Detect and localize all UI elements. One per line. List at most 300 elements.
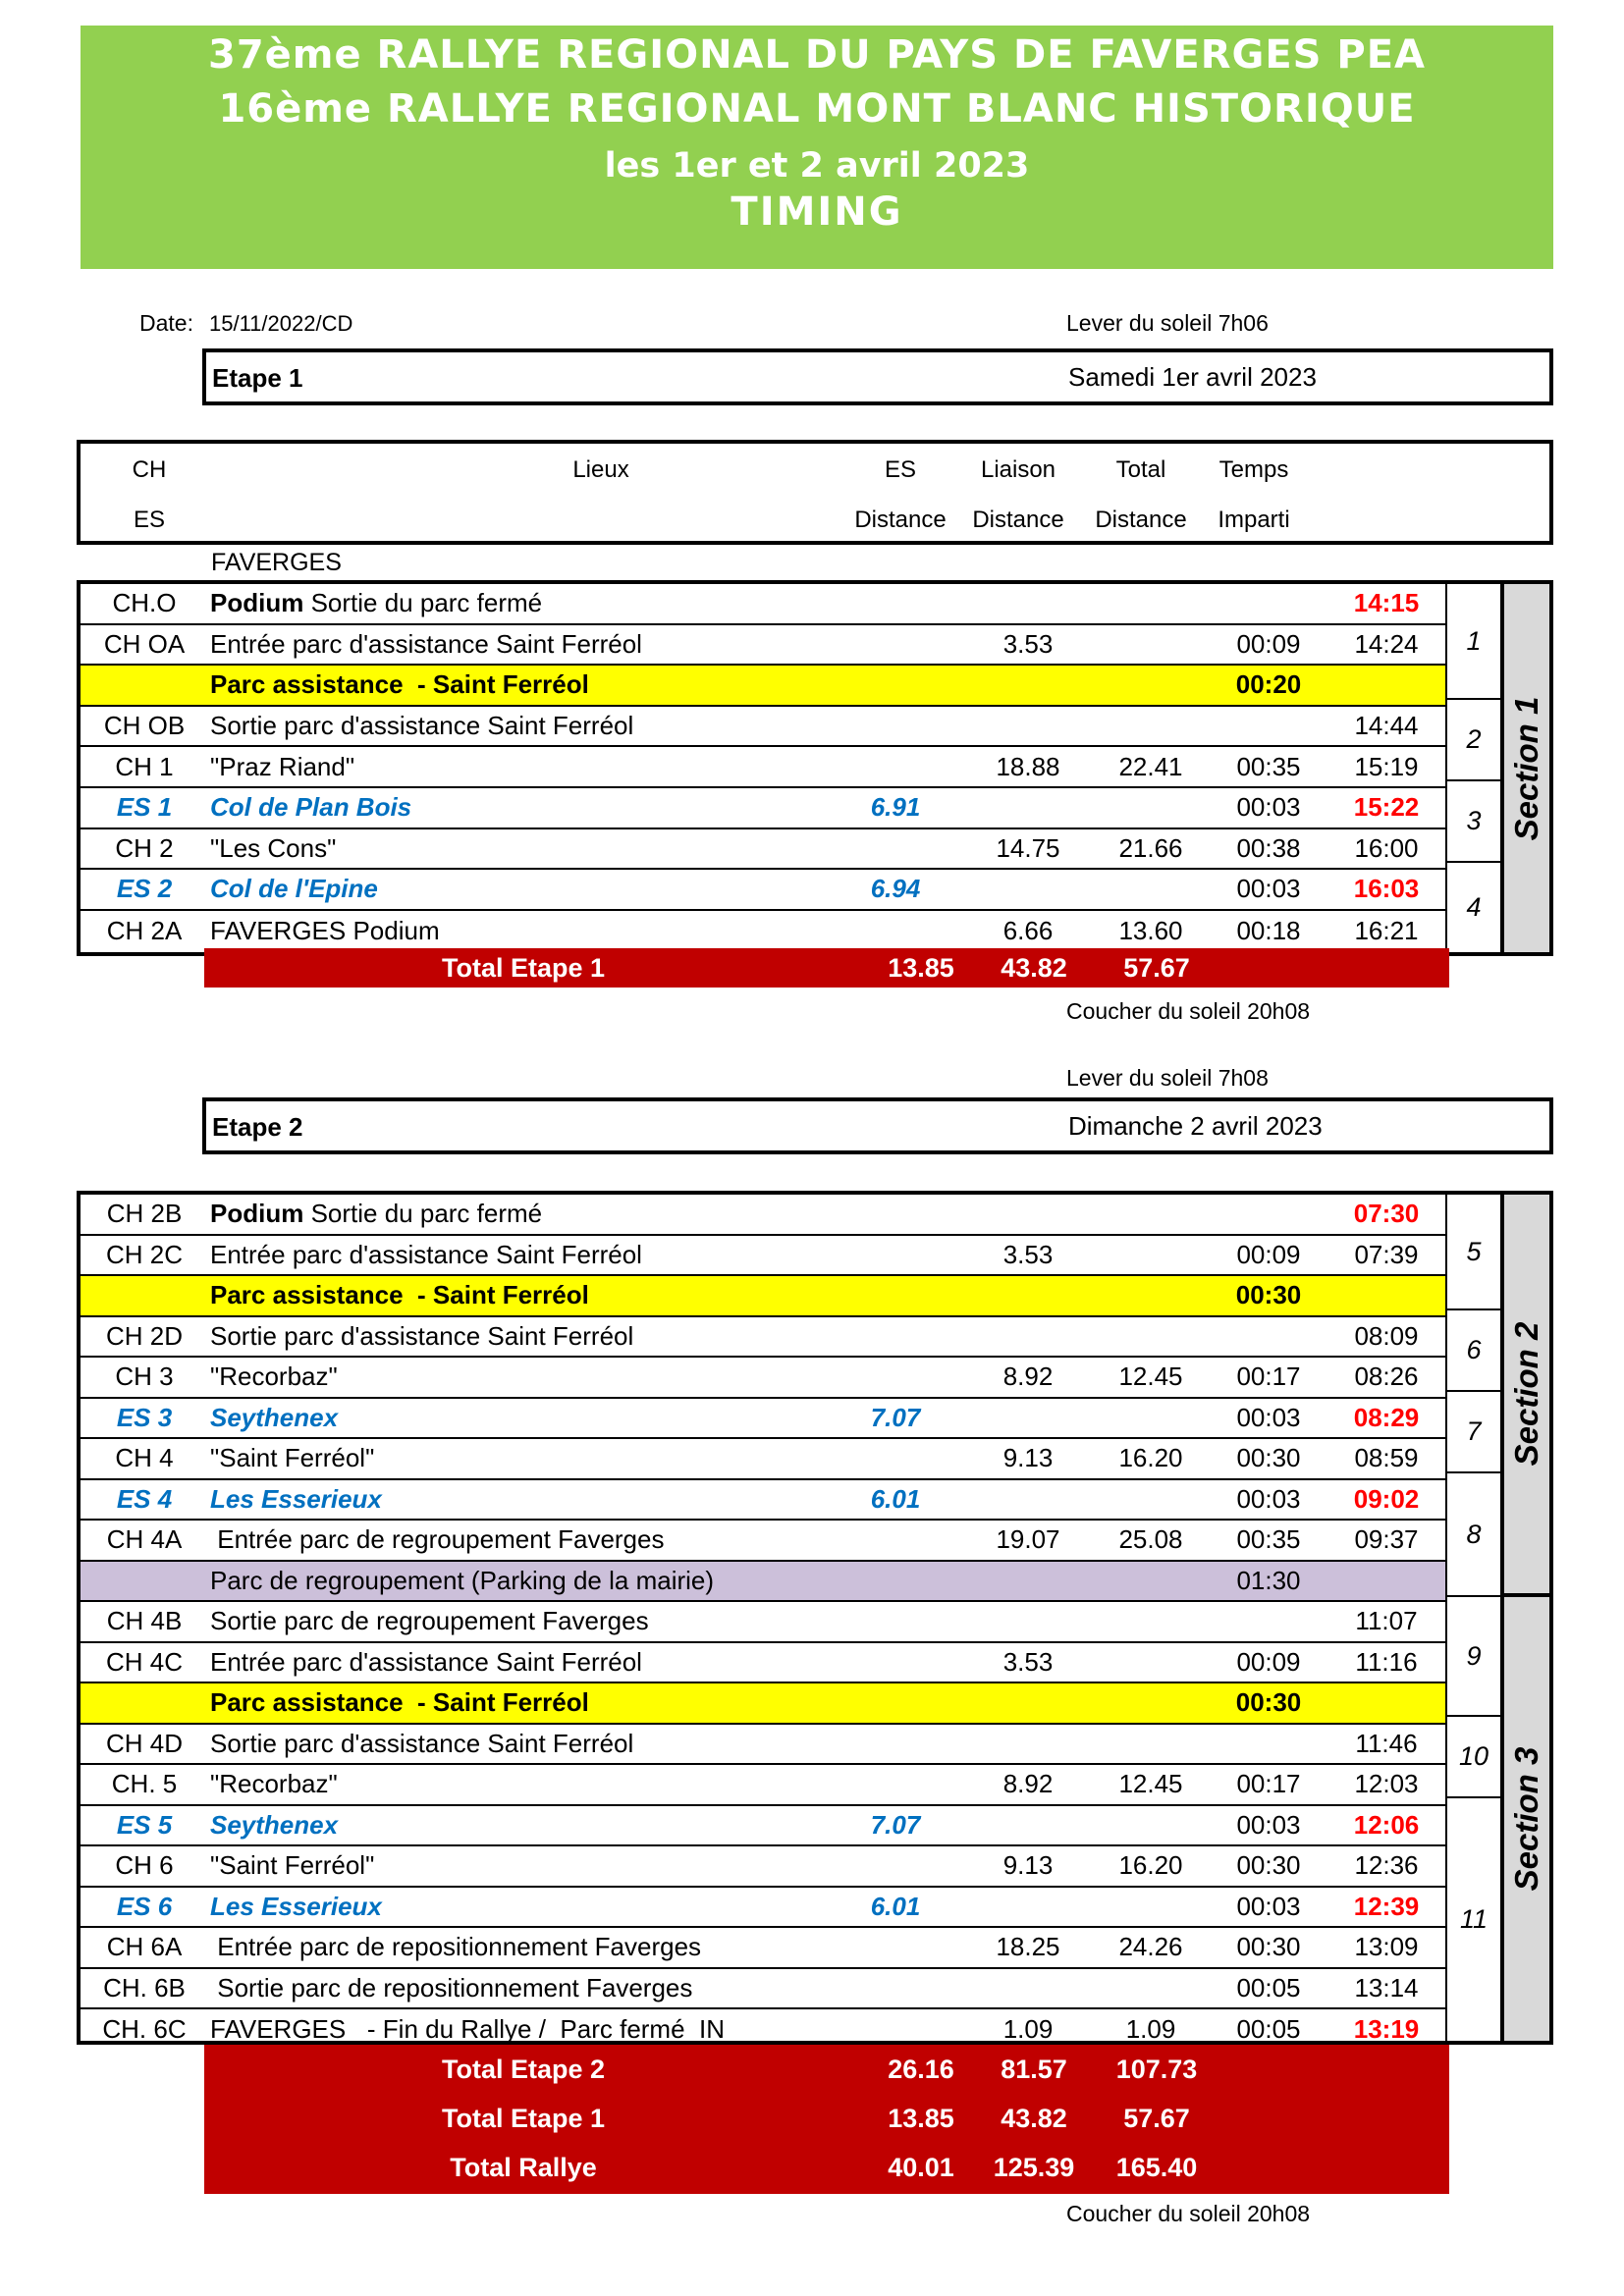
checkpoint-code: CH.O — [112, 588, 177, 618]
section2-label: Section 2 — [1508, 1321, 1544, 1467]
table-row — [81, 1643, 1445, 1684]
section-num-11: 11 — [1445, 1798, 1500, 2041]
location-cell — [210, 1276, 589, 1315]
temps-imparti — [1205, 584, 1332, 623]
temps-imparti: 00:18 — [1236, 916, 1301, 946]
temps-imparti: 00:35 — [1236, 1524, 1301, 1555]
col-lieux: Lieux — [572, 456, 629, 483]
table-row — [81, 1683, 1445, 1725]
es-distance — [822, 1928, 969, 1967]
rally-title-2: 16ème RALLYE REGIONAL MONT BLANC HISTORIQUE — [218, 86, 1416, 132]
checkpoint-code — [81, 1562, 208, 1601]
scheduled-time: 16:03 — [1353, 874, 1420, 904]
temps-imparti: 00:17 — [1236, 1362, 1301, 1392]
section-num-4: 4 — [1445, 863, 1500, 952]
total-label: Total Etape 1 — [441, 2103, 606, 2133]
total-distance: 107.73 — [1115, 2054, 1198, 2084]
total-distance: 16.20 — [1118, 1443, 1183, 1473]
total-distance: 24.26 — [1118, 1932, 1183, 1962]
temps-imparti: 00:03 — [1236, 1891, 1301, 1921]
checkpoint-code: CH 4A — [106, 1524, 183, 1555]
total-es: 40.01 — [888, 2152, 954, 2182]
section-num-10: 10 — [1445, 1717, 1500, 1798]
temps-imparti: 00:30 — [1236, 1932, 1301, 1962]
scheduled-time — [1323, 666, 1450, 705]
location-name: Parc de regroupement (Parking de la mairie) — [210, 1565, 715, 1595]
timing-title: TIMING — [731, 189, 903, 235]
total-distance: 16.20 — [1118, 1850, 1183, 1881]
location-name: Les Esserieux — [210, 1891, 382, 1921]
section2-bar — [1500, 1195, 1553, 1597]
location-name: Sortie du parc fermé — [303, 588, 543, 618]
temps-imparti: 00:30 — [1236, 1443, 1301, 1473]
scheduled-time: 08:59 — [1354, 1443, 1419, 1473]
scheduled-time — [1323, 1683, 1450, 1723]
temps-imparti: 00:03 — [1236, 792, 1301, 823]
table-row — [81, 1521, 1445, 1562]
liaison-distance — [964, 870, 1092, 909]
scheduled-time: 13:19 — [1353, 2014, 1420, 2045]
rally-title-1: 37ème RALLYE REGIONAL DU PAYS DE FAVERGES PEA — [207, 32, 1427, 78]
table-row — [81, 1358, 1445, 1399]
table-row — [81, 1725, 1445, 1766]
location-name: FAVERGES Podium — [210, 916, 440, 946]
table-row — [81, 1928, 1445, 1969]
temps-imparti — [1205, 1195, 1332, 1234]
location-name: Sortie du parc fermé — [303, 1199, 543, 1229]
checkpoint-code: CH 2B — [106, 1199, 183, 1229]
total-distance — [1082, 1725, 1219, 1764]
total-distance — [1082, 1480, 1219, 1520]
liaison-distance — [964, 1317, 1092, 1357]
col-liaison-bottom: Distance — [972, 507, 1064, 533]
total-liaison: 43.82 — [1001, 2103, 1067, 2133]
liaison-distance — [964, 707, 1092, 746]
scheduled-time: 14:44 — [1354, 711, 1419, 741]
section3-label: Section 3 — [1508, 1746, 1544, 1892]
location-cell — [210, 1683, 589, 1723]
col-temps-top: Temps — [1218, 456, 1289, 483]
location-name: Entrée parc d'assistance Saint Ferréol — [210, 628, 642, 659]
etape1-label: Etape 1 — [212, 363, 303, 393]
scheduled-time: 09:37 — [1354, 1524, 1419, 1555]
section-num-1: 1 — [1445, 584, 1500, 700]
location-name: "Saint Ferréol" — [210, 1443, 375, 1473]
location-name: "Saint Ferréol" — [210, 1850, 375, 1881]
scheduled-time: 09:02 — [1353, 1483, 1420, 1514]
temps-imparti: 00:03 — [1236, 874, 1301, 904]
scheduled-time: 11:46 — [1355, 1728, 1418, 1758]
scheduled-time: 15:22 — [1353, 792, 1420, 823]
total-distance: 1.09 — [1125, 2014, 1176, 2045]
checkpoint-code: CH 2 — [115, 832, 174, 863]
table-row — [81, 870, 1445, 911]
temps-imparti: 00:20 — [1235, 669, 1302, 700]
es-distance — [822, 1317, 969, 1357]
temps-imparti: 00:09 — [1236, 1239, 1301, 1269]
location-name: Entrée parc de repositionnement Faverges — [210, 1932, 702, 1962]
location-name: Seythenex — [210, 1809, 339, 1840]
sunset-etape1: Coucher du soleil 20h08 — [1066, 998, 1311, 1024]
total-es: 13.85 — [888, 952, 954, 983]
total-label: Total Etape 2 — [441, 2054, 606, 2084]
total-etape1-bar — [204, 948, 1449, 988]
location-cell — [210, 1643, 642, 1682]
location-cell — [210, 1317, 633, 1357]
table-row — [81, 1562, 1445, 1603]
es-distance — [822, 1969, 969, 2008]
location-name: Sortie parc d'assistance Saint Ferréol — [210, 1320, 634, 1351]
location-cell — [210, 1236, 642, 1275]
temps-imparti: 00:30 — [1235, 1280, 1302, 1310]
checkpoint-code: CH 2D — [105, 1320, 183, 1351]
checkpoint-code: CH. 5 — [111, 1769, 178, 1799]
liaison-distance: 3.53 — [1002, 1239, 1054, 1269]
temps-imparti — [1205, 707, 1332, 746]
es-distance — [822, 829, 969, 869]
temps-imparti: 00:03 — [1236, 1809, 1301, 1840]
total-es: 26.16 — [888, 2054, 954, 2084]
location-name: Sortie parc d'assistance Saint Ferréol — [210, 1728, 634, 1758]
total-liaison: 125.39 — [993, 2152, 1075, 2182]
table-row — [81, 1765, 1445, 1806]
location-cell — [210, 1725, 633, 1764]
checkpoint-code: CH. 6C — [102, 2014, 187, 2045]
total-distance: 13.60 — [1118, 916, 1183, 946]
location-cell — [210, 1358, 338, 1397]
total-distance — [1082, 1602, 1219, 1641]
location-cell — [210, 1399, 338, 1438]
liaison-distance — [964, 584, 1092, 623]
temps-imparti: 00:30 — [1236, 1850, 1301, 1881]
location-cell — [210, 1846, 374, 1886]
date-label: Date: — [139, 310, 193, 336]
liaison-distance — [964, 1806, 1092, 1845]
scheduled-time: 07:39 — [1354, 1239, 1419, 1269]
location-name: Entrée parc d'assistance Saint Ferréol — [210, 1239, 642, 1269]
liaison-distance: 9.13 — [1002, 1850, 1054, 1881]
table-row — [81, 1888, 1445, 1929]
total-liaison: 43.82 — [1001, 952, 1067, 983]
table-row — [81, 1399, 1445, 1440]
section3-bar — [1500, 1597, 1553, 2041]
total-distance: 25.08 — [1118, 1524, 1183, 1555]
checkpoint-code — [81, 666, 208, 705]
column-header — [77, 440, 1553, 545]
total-distance — [1082, 625, 1219, 665]
table-row — [81, 1439, 1445, 1480]
location-cell — [210, 1439, 374, 1478]
total-distance: 57.67 — [1123, 2103, 1190, 2133]
table-row — [81, 1236, 1445, 1277]
location-bold: Podium — [210, 588, 304, 618]
total-label: Total Rallye — [450, 2152, 597, 2182]
es-distance — [822, 1765, 969, 1804]
location-name: Entrée parc de regroupement Faverges — [210, 1524, 665, 1555]
scheduled-time: 14:24 — [1354, 628, 1419, 659]
location-cell — [210, 1480, 382, 1520]
scheduled-time: 11:07 — [1355, 1606, 1418, 1636]
es-distance — [822, 666, 969, 705]
location-name: Sortie parc de repositionnement Faverges — [210, 1972, 693, 2002]
total-rallye-row — [204, 2143, 1449, 2192]
liaison-distance: 3.53 — [1002, 628, 1054, 659]
location-cell — [210, 707, 633, 746]
temps-imparti: 01:30 — [1236, 1565, 1301, 1595]
col-total-bottom: Distance — [1095, 507, 1187, 533]
table-row — [81, 666, 1445, 707]
total-distance: 165.40 — [1115, 2152, 1198, 2182]
temps-imparti: 00:05 — [1236, 1972, 1301, 2002]
temps-imparti — [1205, 1317, 1332, 1357]
location-cell — [210, 1969, 692, 2008]
checkpoint-code: ES 5 — [116, 1809, 173, 1840]
es-distance: 6.91 — [870, 792, 921, 823]
temps-imparti: 00:09 — [1236, 1646, 1301, 1677]
sunset-etape2: Coucher du soleil 20h08 — [1066, 2201, 1311, 2226]
location-cell — [210, 1562, 714, 1601]
es-distance — [822, 747, 969, 786]
total-liaison: 81.57 — [1001, 2054, 1067, 2084]
checkpoint-code: CH 4D — [105, 1728, 183, 1758]
location-cell — [210, 1765, 338, 1804]
location-cell — [210, 788, 411, 828]
location-cell — [210, 625, 642, 665]
temps-imparti: 00:03 — [1236, 1483, 1301, 1514]
scheduled-time: 12:03 — [1354, 1769, 1419, 1799]
table-row — [81, 911, 1445, 952]
location-name: Sortie parc d'assistance Saint Ferréol — [210, 711, 634, 741]
location-cell — [210, 1195, 542, 1234]
total-distance — [1082, 1276, 1219, 1315]
liaison-distance — [964, 1562, 1092, 1601]
checkpoint-code: CH 6 — [115, 1850, 174, 1881]
col-temps-bottom: Imparti — [1218, 507, 1290, 533]
table-row — [81, 1195, 1445, 1236]
table-row — [81, 1276, 1445, 1317]
section1-label: Section 1 — [1508, 696, 1544, 840]
section-num-7: 7 — [1445, 1392, 1500, 1473]
es-distance — [822, 1236, 969, 1275]
checkpoint-code: CH 3 — [115, 1362, 174, 1392]
etape2-label: Etape 2 — [212, 1112, 303, 1142]
es-distance — [822, 1683, 969, 1723]
es-distance — [822, 625, 969, 665]
liaison-distance — [964, 1195, 1092, 1234]
total-distance — [1082, 1969, 1219, 2008]
temps-imparti: 00:09 — [1236, 628, 1301, 659]
scheduled-time: 13:09 — [1354, 1932, 1419, 1962]
temps-imparti: 00:17 — [1236, 1769, 1301, 1799]
table-row — [81, 1317, 1445, 1359]
scheduled-time: 13:14 — [1354, 1972, 1419, 2002]
total-distance: 22.41 — [1118, 751, 1183, 781]
location-cell — [210, 1928, 701, 1967]
section-num-3: 3 — [1445, 781, 1500, 863]
liaison-distance — [964, 1969, 1092, 2008]
es-distance: 6.94 — [870, 874, 921, 904]
es-distance — [822, 584, 969, 623]
location-name: Les Esserieux — [210, 1483, 382, 1514]
scheduled-time: 12:39 — [1353, 1891, 1420, 1921]
scheduled-time: 08:09 — [1354, 1320, 1419, 1351]
date-value: 15/11/2022/CD — [209, 311, 353, 336]
sunrise-etape2: Lever du soleil 7h08 — [1066, 1065, 1269, 1091]
checkpoint-code: ES 4 — [116, 1483, 173, 1514]
etape1-box — [202, 348, 1553, 405]
etape2-box — [202, 1097, 1553, 1154]
temps-imparti — [1205, 1602, 1332, 1641]
total-distance: 21.66 — [1118, 832, 1183, 863]
es-distance: 6.01 — [870, 1483, 921, 1514]
location-name: Col de l'Epine — [210, 874, 378, 904]
checkpoint-code: ES 1 — [116, 792, 173, 823]
liaison-distance — [964, 1602, 1092, 1641]
liaison-distance: 1.09 — [1002, 2014, 1054, 2045]
table-row — [81, 829, 1445, 871]
start-place: FAVERGES — [211, 549, 342, 576]
total-label: Total Etape 1 — [441, 952, 606, 983]
scheduled-time: 16:21 — [1354, 916, 1419, 946]
total-es: 13.85 — [888, 2103, 954, 2133]
section1-bar — [1500, 584, 1553, 952]
col-es-top: ES — [884, 456, 916, 483]
total-distance — [1082, 1888, 1219, 1927]
liaison-distance: 9.13 — [1002, 1443, 1054, 1473]
location-name: Col de Plan Bois — [210, 792, 412, 823]
liaison-distance: 8.92 — [1002, 1362, 1054, 1392]
location-name: Sortie parc de regroupement Faverges — [210, 1606, 649, 1636]
checkpoint-code: CH 2C — [105, 1239, 183, 1269]
location-name: Entrée parc d'assistance Saint Ferréol — [210, 1646, 642, 1677]
checkpoint-code: CH 2A — [106, 916, 183, 946]
liaison-distance: 8.92 — [1002, 1769, 1054, 1799]
location-cell — [210, 1602, 649, 1641]
total-etape1-recap-row — [204, 2094, 1449, 2143]
location-name: "Recorbaz" — [210, 1362, 338, 1392]
total-etape2-row — [204, 2045, 1449, 2094]
section-num-2: 2 — [1445, 700, 1500, 781]
total-distance — [1082, 1562, 1219, 1601]
etape1-date: Samedi 1er avril 2023 — [1068, 362, 1317, 392]
checkpoint-code: CH 4B — [106, 1606, 183, 1636]
es-distance — [822, 1846, 969, 1886]
es-distance — [822, 1521, 969, 1560]
scheduled-time: 07:30 — [1353, 1199, 1420, 1229]
scheduled-time: 08:29 — [1353, 1402, 1420, 1432]
total-distance — [1082, 788, 1219, 828]
location-name: "Praz Riand" — [210, 751, 355, 781]
temps-imparti: 00:35 — [1236, 751, 1301, 781]
location-name: "Les Cons" — [210, 832, 337, 863]
location-cell — [210, 911, 440, 952]
col-es: ES — [133, 507, 165, 533]
scheduled-time: 08:26 — [1354, 1362, 1419, 1392]
liaison-distance: 14.75 — [996, 832, 1060, 863]
checkpoint-code: CH. 6B — [103, 1972, 186, 2002]
location-cell — [210, 1806, 338, 1845]
es-distance — [822, 707, 969, 746]
checkpoint-code — [81, 1683, 208, 1723]
checkpoint-code — [81, 1276, 208, 1315]
title-banner — [81, 26, 1553, 269]
total-etape1-row — [204, 948, 1449, 988]
liaison-distance: 18.25 — [996, 1932, 1060, 1962]
liaison-distance — [964, 788, 1092, 828]
liaison-distance — [964, 1725, 1092, 1764]
total-distance — [1082, 707, 1219, 746]
es-distance — [822, 1562, 969, 1601]
es-distance: 7.07 — [870, 1809, 921, 1840]
temps-imparti: 00:38 — [1236, 832, 1301, 863]
table-row — [81, 1480, 1445, 1522]
liaison-distance: 3.53 — [1002, 1646, 1054, 1677]
total-distance — [1082, 1317, 1219, 1357]
temps-imparti: 00:03 — [1236, 1402, 1301, 1432]
table-row — [81, 1602, 1445, 1643]
table-row — [81, 1846, 1445, 1888]
location-cell — [210, 829, 336, 869]
table-row — [81, 584, 1445, 625]
scheduled-time: 16:00 — [1354, 832, 1419, 863]
location-cell — [210, 666, 589, 705]
es-distance: 6.01 — [870, 1891, 921, 1921]
location-name: Parc assistance - Saint Ferréol — [210, 1280, 589, 1310]
checkpoint-code: CH 4C — [105, 1646, 183, 1677]
col-total-top: Total — [1115, 456, 1166, 483]
scheduled-time: 14:15 — [1353, 588, 1420, 618]
col-ch: CH — [132, 456, 167, 483]
liaison-distance — [964, 1276, 1092, 1315]
location-cell — [210, 747, 354, 786]
location-cell — [210, 1521, 664, 1560]
location-name: Seythenex — [210, 1402, 339, 1432]
es-distance — [822, 1358, 969, 1397]
sunrise-etape1: Lever du soleil 7h06 — [1066, 310, 1269, 336]
col-liaison-top: Liaison — [980, 456, 1056, 483]
checkpoint-code: ES 6 — [116, 1891, 173, 1921]
liaison-distance — [964, 666, 1092, 705]
total-distance: 57.67 — [1123, 952, 1190, 983]
checkpoint-code: CH 4 — [115, 1443, 174, 1473]
scheduled-time — [1323, 1276, 1450, 1315]
es-distance — [822, 1602, 969, 1641]
liaison-distance: 19.07 — [996, 1524, 1060, 1555]
scheduled-time — [1323, 1562, 1450, 1601]
checkpoint-code: ES 2 — [116, 874, 173, 904]
checkpoint-code: CH 1 — [115, 751, 174, 781]
liaison-distance — [964, 1399, 1092, 1438]
section-num-5: 5 — [1445, 1195, 1500, 1310]
table-row — [81, 788, 1445, 829]
checkpoint-code: CH 6A — [106, 1932, 183, 1962]
location-cell — [210, 1888, 382, 1927]
es-distance — [822, 911, 969, 952]
liaison-distance: 6.66 — [1002, 916, 1054, 946]
total-distance — [1082, 870, 1219, 909]
scheduled-time: 12:36 — [1354, 1850, 1419, 1881]
temps-imparti: 00:30 — [1235, 1687, 1302, 1718]
rally-dates: les 1er et 2 avril 2023 — [604, 146, 1030, 186]
table-row — [81, 625, 1445, 667]
es-distance — [822, 1439, 969, 1478]
total-distance — [1082, 1643, 1219, 1682]
section-num-9: 9 — [1445, 1597, 1500, 1717]
liaison-distance — [964, 1683, 1092, 1723]
total-distance — [1082, 1806, 1219, 1845]
es-distance — [822, 1725, 969, 1764]
totals-rallye-bar — [204, 2045, 1449, 2194]
